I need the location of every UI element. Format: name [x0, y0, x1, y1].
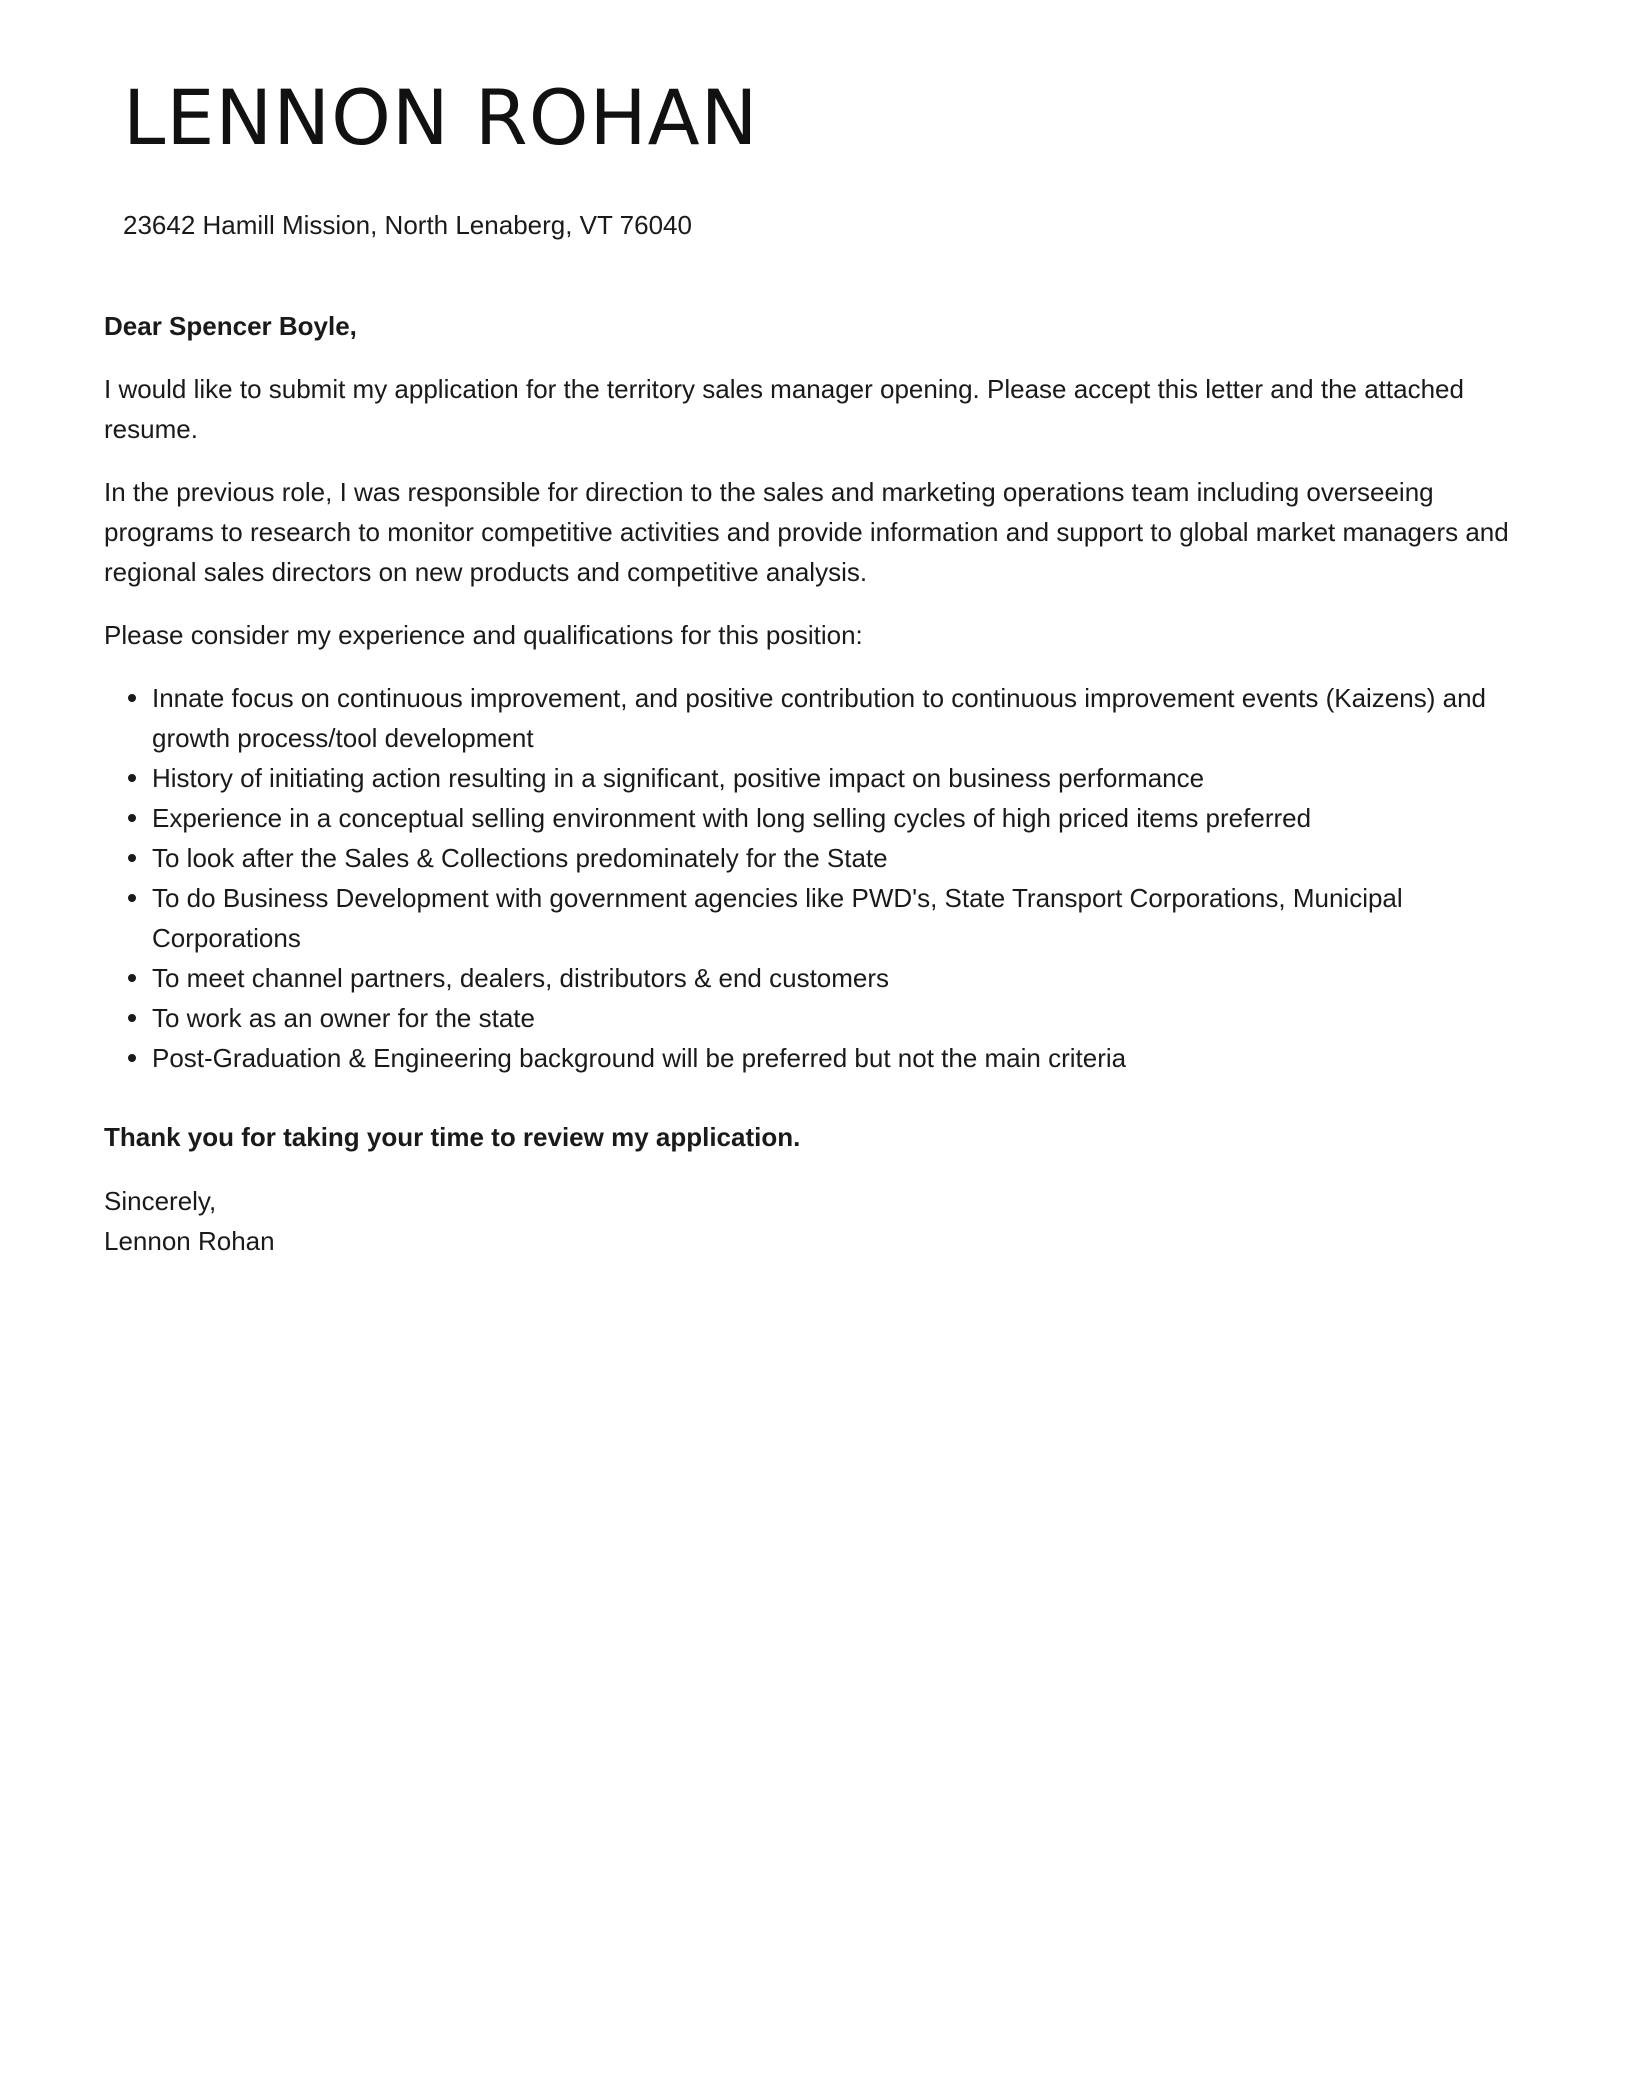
signoff-text: Sincerely,: [104, 1186, 217, 1216]
closing-line: Thank you for taking your time to review my application.: [104, 1122, 801, 1152]
bullet-icon: [128, 894, 136, 902]
list-item-text: History of initiating action resulting in a significant, positive impact on business performance: [152, 763, 1205, 793]
intro-paragraph: I would like to submit my application for the territory sales manager opening. Please accept this letter and the attached resume.: [104, 374, 1464, 444]
bullet-icon: [128, 1054, 136, 1062]
list-item-text: Innate focus on continuous improvement, and positive contribution to continuous improvement events (Kaizens) and growth process/tool development: [152, 683, 1486, 753]
list-item-text: Experience in a conceptual selling environment with long selling cycles of high priced items preferred: [152, 803, 1312, 833]
list-item: [152, 958, 1524, 998]
letter-body: [104, 306, 1524, 1261]
experience-paragraph: In the previous role, I was responsible for direction to the sales and marketing operations team including overseeing programs to research to monitor competitive activities and provide information and support to global market managers and regional sales directors on new products and competitive analysis.: [104, 477, 1509, 587]
list-item: [152, 998, 1524, 1038]
list-item-text: To do Business Development with government agencies like PWD's, State Transport Corporations, Municipal Corporations: [152, 883, 1403, 953]
list-item: [152, 878, 1524, 958]
signature-name: Lennon Rohan: [104, 1226, 275, 1256]
bullet-icon: [128, 974, 136, 982]
qualifications-intro: Please consider my experience and qualifications for this position:: [104, 620, 863, 650]
bullet-icon: [128, 1014, 136, 1022]
salutation: Dear Spencer Boyle,: [104, 311, 357, 341]
list-item: [152, 838, 1524, 878]
list-item: [152, 798, 1524, 838]
list-item-text: To look after the Sales & Collections predominately for the State: [152, 843, 888, 873]
applicant-address: 23642 Hamill Mission, North Lenaberg, VT 76040: [123, 210, 692, 240]
bullet-icon: [128, 854, 136, 862]
letter-header: [123, 72, 759, 242]
applicant-name: LENNON ROHAN: [123, 73, 759, 162]
signoff: [104, 1181, 1524, 1261]
bullet-icon: [128, 694, 136, 702]
list-item: [152, 758, 1524, 798]
list-item-text: Post-Graduation & Engineering background will be preferred but not the main criteria: [152, 1043, 1127, 1073]
list-item: [152, 1038, 1524, 1078]
bullet-icon: [128, 814, 136, 822]
list-item-text: To work as an owner for the state: [152, 1003, 535, 1033]
list-item: [152, 678, 1524, 758]
list-item-text: To meet channel partners, dealers, distributors & end customers: [152, 963, 890, 993]
bullet-icon: [128, 774, 136, 782]
qualifications-list: [104, 678, 1524, 1078]
